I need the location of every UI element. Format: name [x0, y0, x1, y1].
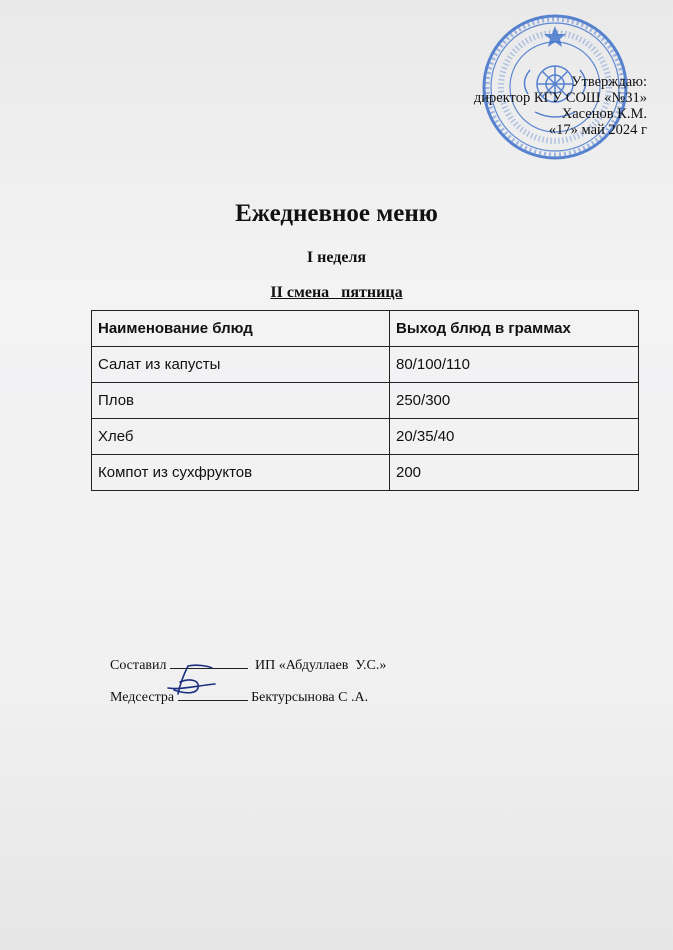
approval-position: директор КГУ СОШ «№31» [473, 90, 647, 106]
table-row [92, 347, 639, 383]
portion-cell: 200 [390, 455, 639, 491]
portion-cell: 250/300 [390, 383, 639, 419]
shift-day-label: II смена пятница [270, 284, 403, 301]
portion-cell: 80/100/110 [390, 347, 639, 383]
dish-name-cell: Хлеб [92, 419, 390, 455]
approval-block [474, 74, 647, 138]
column-header-dish: Наименование блюд [92, 311, 390, 347]
table-row [92, 383, 639, 419]
nurse-label: Медсестра [110, 690, 175, 705]
column-header-portion: Выход блюд в граммах [390, 311, 639, 347]
table-row [92, 455, 639, 491]
dish-name-cell: Плов [92, 383, 390, 419]
nurse-line [96, 674, 368, 722]
document-title: Ежедневное меню [235, 200, 438, 227]
table-header-row [92, 311, 639, 347]
week-label: I неделя [306, 249, 367, 266]
compiled-by-label: Составил [110, 658, 167, 673]
menu-table [91, 310, 639, 491]
signature-line [178, 700, 248, 701]
table-row [92, 419, 639, 455]
portion-cell: 20/35/40 [390, 419, 639, 455]
compiled-by-name: ИП «Абдуллаев У.С.» [255, 658, 387, 673]
handwritten-signature [160, 660, 230, 700]
approval-name: Хасенов К.М. [561, 106, 647, 122]
dish-name-cell: Салат из капусты [92, 347, 390, 383]
approval-date: «17» май 2024 г [548, 122, 647, 138]
nurse-name: Бектурсынова С .А. [251, 690, 369, 705]
approval-heading: Утверждаю: [571, 74, 647, 90]
dish-name-cell: Компот из сухфруктов [92, 455, 390, 491]
